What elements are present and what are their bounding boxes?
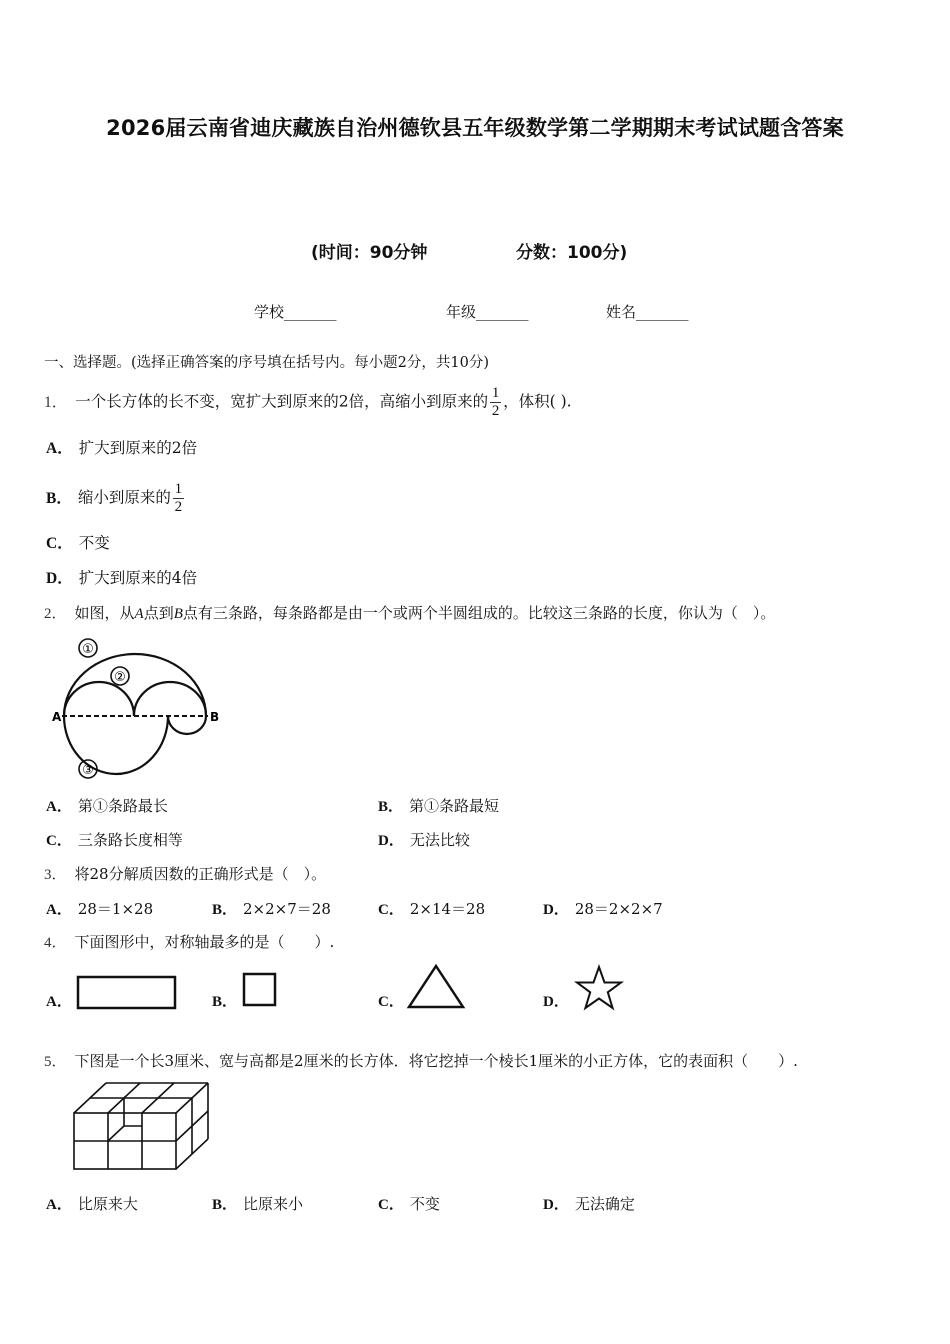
option-d: D． 无法比较 <box>378 831 470 849</box>
option-a: A． <box>46 994 72 1010</box>
point-a-label: A <box>52 710 62 724</box>
question-5 <box>44 1050 798 1071</box>
semicircle-paths-figure <box>44 636 234 784</box>
cuboid-figure <box>72 1080 212 1172</box>
fraction: $\frac{1}{2}$ <box>174 481 183 515</box>
option-d: D． <box>543 994 569 1010</box>
option-d: D． 扩大到原来的4倍 <box>46 569 198 587</box>
option-a: A． 第①条路最长 <box>46 797 168 815</box>
question-1 <box>44 386 572 419</box>
path-2-arc-left <box>64 682 134 716</box>
square-shape <box>242 972 278 1008</box>
question-text: 将28分解质因数的正确形式是（ ）。 <box>74 865 327 883</box>
grade-field: 年级_______ <box>446 303 529 321</box>
option-d: D． 28＝2×2×7 <box>543 900 663 918</box>
question-4 <box>44 931 334 952</box>
rectangle-shape <box>76 975 178 1011</box>
option-b: B． 2×2×7＝28 <box>212 900 331 918</box>
option-a: A． 比原来大 <box>46 1195 138 1213</box>
name-field: 姓名_______ <box>606 303 689 321</box>
option-b: B． 比原来小 <box>212 1195 304 1213</box>
option-c: C． 2×14＝28 <box>378 900 486 918</box>
option-a: A． 扩大到原来的2倍 <box>46 439 198 457</box>
path-1-label: ① <box>82 642 94 657</box>
question-number: 5． <box>44 1054 67 1070</box>
star-shape <box>575 965 623 1011</box>
fraction: $\frac{1}{2}$ <box>491 385 500 419</box>
path-2-label: ② <box>114 670 126 685</box>
school-field: 学校_______ <box>254 303 337 321</box>
path-3-arc-small <box>168 716 206 734</box>
path-2-arc-right <box>134 682 206 716</box>
option-b: B． <box>212 994 238 1010</box>
option-b: B． 缩小到原来的 $\frac{1}{2}$ <box>46 481 183 515</box>
point-b-var: B <box>173 606 183 622</box>
option-c: C． <box>378 994 404 1010</box>
question-number: 3． <box>44 867 67 883</box>
option-b: B． 第①条路最短 <box>378 797 500 815</box>
option-c: C． 不变 <box>378 1195 440 1213</box>
path-3-label: ③ <box>82 763 94 778</box>
question-text: ，体积( ). <box>503 392 572 411</box>
question-3 <box>44 863 326 884</box>
question-2: 2． 如图，从A点到B点有三条路，每条路都是由一个或两个半圆组成的。比较这三条路的长度，你认为（ ）。 <box>44 604 776 622</box>
question-number: 1． <box>44 393 68 411</box>
option-c: C． 三条路长度相等 <box>46 831 183 849</box>
exam-score: 分数：100分) <box>516 243 628 263</box>
question-text: 一个长方体的长不变，宽扩大到原来的2倍，高缩小到原来的 <box>75 392 489 411</box>
option-d: D． 无法确定 <box>543 1195 635 1213</box>
question-number: 4． <box>44 935 67 951</box>
point-a-var: A <box>134 606 144 622</box>
page-title: 2026届云南省迪庆藏族自治州德钦县五年级数学第二学期期末考试试题含答案 <box>106 116 844 140</box>
option-c: C． 不变 <box>46 534 110 552</box>
question-text: 下面图形中，对称轴最多的是（ ）. <box>74 933 335 951</box>
question-number: 2． <box>44 606 67 622</box>
option-a: A． 28＝1×28 <box>46 900 154 918</box>
question-text: 下图是一个长3厘米、宽与高都是2厘米的长方体．将它挖掉一个棱长1厘米的小正方体，它的表面积（ ）. <box>74 1052 798 1070</box>
exam-time: (时间：90分钟 <box>311 243 428 263</box>
point-b-label: B <box>210 710 220 724</box>
section-heading: 一、选择题。(选择正确答案的序号填在括号内。每小题2分，共10分) <box>44 355 489 371</box>
triangle-shape <box>406 963 466 1011</box>
